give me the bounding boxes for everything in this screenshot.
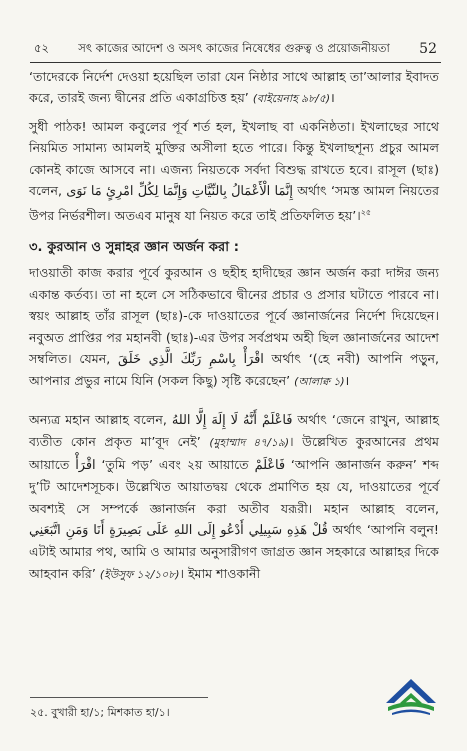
paragraph-2-translation: অর্থাৎ ‘সমস্ত আমল নিয়তের উপর নির্ভরশীল। অতএব মানুষ যা নিয়ত করে তাই প্রতিফলিত হয়’।: [29, 183, 439, 224]
section-heading: ৩. কুরআন ও সুন্নাহর জ্ঞান অর্জন করা :: [29, 240, 240, 256]
header-page-number: 52: [419, 41, 437, 57]
citation: (ইউসুফ ১২/১০৮): [99, 567, 180, 581]
page-body: [29, 66, 439, 591]
paragraph-4-translation: অর্থাৎ ‘আপনি বলুন! এটাই আমার পথ, আমি ও আমার অনুসারীগণ জাগ্রত জ্ঞান সহকারে আল্লাহর দিকে আহবান করি’: [29, 521, 439, 581]
paragraph-4-text-cont: ‘আপনি জ্ঞানার্জন করুন’ শব্দ দু’টি আদেশসূচক। উল্লেখিত আয়াতদ্বয় থেকে প্রমাণিত হয় যে, দাওয়াতের পূর্বে অবশ্যই সে সম্পর্কে জ্ঞানার্জন করা অতীব যরূরী। মহান আল্লাহ বলেন,: [29, 456, 440, 516]
paragraph-2: [29, 116, 439, 227]
arabic-word: فَاعْلَمْ: [254, 457, 285, 473]
footnote: ২৫. বুখারী হা/১; মিশকাত হা/১।: [30, 706, 170, 719]
paragraph-4-translation: অর্থাৎ ‘জেনে রাখুন, আল্লাহ ব্যতীত কোন প্রকৃত মা’বূদ নেই’: [29, 411, 439, 450]
footnote-divider: [30, 697, 208, 698]
footnote-marker: ২৫: [360, 208, 372, 218]
paragraph-2-text: সুধী পাঠক! আমল কবুলের পূর্ব শর্ত হল, ইখলাছ বা একনিষ্ঠতা। ইখলাছের সাথে নিয়মিত সামান্য আমলই মুক্তির অসীলা হতে পারে। কিন্তু ইখলাছশূন্য প্রচুর আমল কোনই কাজে আসবে না। এজন্য নিয়তকে সর্বদা বিশুদ্ধ রাখতে হবে। রাসূল (ছাঃ) বলেন,: [29, 118, 439, 199]
paragraph-4-text-cont: ‘তুমি পড়’ এবং ২য় আয়াতে: [101, 456, 249, 472]
paragraph-4-text-cont: । ইমাম শাওকানী: [179, 565, 261, 581]
citation: (আলাক্ব ১): [294, 375, 345, 389]
paragraph-1-end: ।: [330, 90, 335, 106]
paragraph-4: [29, 409, 439, 585]
paragraph-1: [29, 66, 439, 110]
citation: (মুহাম্মাদ ৪৭/১৯): [209, 436, 290, 450]
header-page-number-bangla: ৫২: [34, 40, 49, 55]
publisher-logo-icon: [382, 673, 440, 717]
paragraph-3: [29, 262, 439, 392]
arabic-verse: فَاعْلَمْ أَنَّهُ لَا إِلَهَ إِلَّا اللهُ: [171, 412, 293, 428]
header-title: সৎ কাজের আদেশ ও অসৎ কাজের নিষেধের গুরুত্ব ও প্রয়োজনীয়তা: [78, 40, 390, 55]
paragraph-3-text: দাওয়াতী কাজ করার পূর্বে কুরআন ও ছহীহ হাদীছের জ্ঞান অর্জন করা দাঈর জন্য একান্ত কর্তব্য। তা না হলে সে সঠিকভাবে দ্বীনের প্রচার ও প্রসার ঘটাতে পারবে না। স্বয়ং আল্লাহ তাঁর রাসূল (ছাঃ)-কে দাওয়াতের পূর্বে জ্ঞানার্জনের নির্দেশ দিয়েছেন। নবুঅত প্রাপ্তির পর মহানবী (ছাঃ)-এর উপর সর্বপ্রথম অহী ছিল জ্ঞানার্জনের আদেশ সম্বলিত। যেমন,: [29, 265, 439, 367]
paragraph-4-text-cont: । উল্লেখিত কুরআনের প্রথম আয়াতে: [29, 434, 439, 472]
arabic-verse: قُلْ هَذِهِ سَبِيلِي أَدْعُو إِلَى اللهِ عَلَى بَصِيرَةٍ أَنَا وَمَنِ اتَّبَعَنِي: [29, 522, 328, 538]
arabic-hadith: إِنَّمَا الْأَعْمَالُ بِالنِّيَّاتِ وَإِنَّمَا لِكُلِّ امْرِئٍ مَا نَوَى: [66, 184, 293, 200]
arabic-word: اقْرَأْ: [75, 457, 96, 473]
paragraph-gap: [29, 399, 439, 409]
page-header: [34, 39, 437, 59]
paragraph-3-translation: অর্থাৎ ‘(হে নবী) আপনি পড়ুন, আপনার প্রভুর নামে যিনি (সকল কিছু) সৃষ্টি করেছেন’: [29, 351, 440, 389]
citation: (বাইয়েনাহ ৯৮/৫): [252, 92, 331, 106]
paragraph-3-end: ।: [344, 373, 350, 389]
header-divider: [30, 62, 441, 63]
arabic-verse: اقْرَأْ بِاسْمِ رَبِّكَ الَّذِي خَلَقَ: [118, 352, 264, 368]
paragraph-4-text: অন্যত্র মহান আল্লাহ বলেন,: [29, 411, 167, 427]
paragraph-1-text: ‘তাদেরকে নির্দেশ দেওয়া হয়েছিল তারা যেন নিষ্ঠার সাথে আল্লাহ তা’আলার ইবাদত করে, তারই জন্য দ্বীনের প্রতি একাগ্রচিত্ত হয়’: [29, 69, 439, 106]
